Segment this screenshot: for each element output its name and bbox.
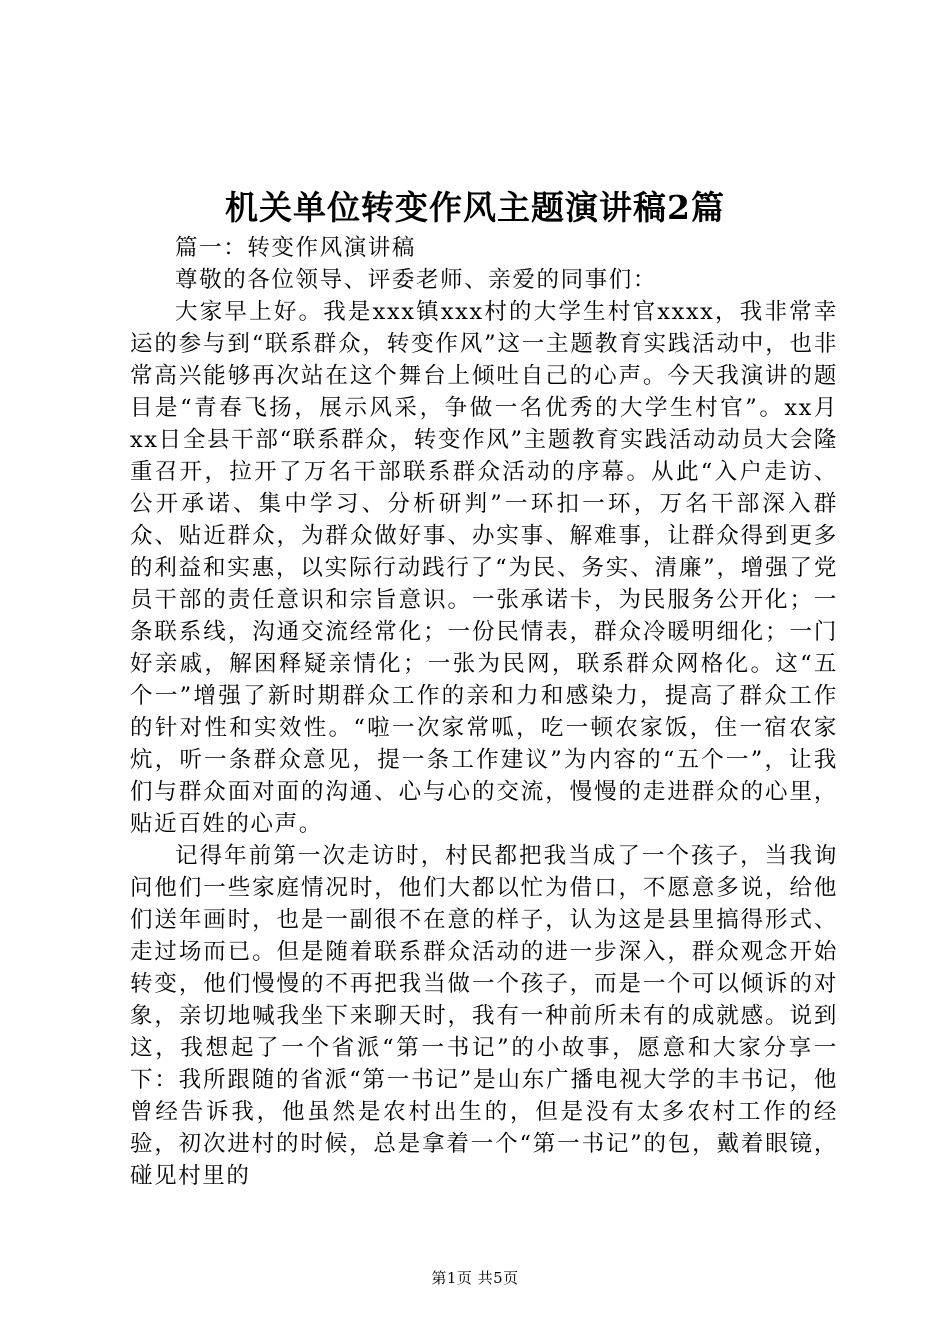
document-body <box>130 232 838 1192</box>
document-title: 机关单位转变作风主题演讲稿2篇 <box>225 188 725 227</box>
body-paragraph: 大家早上好。我是xxx镇xxx村的大学生村官xxxx，我非常幸运的参与到“联系群众，转变作风”这一主题教育实践活动中，也非常高兴能够再次站在这个舞台上倾吐自己的心声。今天我演讲的题目是“青春飞扬，展示风采，争做一名优秀的大学生村官”。xx月xx日全县干部“联系群众，转变作风”主题教育实践活动动员大会隆重召开，拉开了万名干部联系群众活动的序幕。从此“入户走访、公开承诺、集中学习、分析研判”一环扣一环，万名干部深入群众、贴近群众，为群众做好事、办实事、解难事，让群众得到更多的利益和实惠，以实际行动践行了“为民、务实、清廉”，增强了党员干部的责任意识和宗旨意识。一张承诺卡，为民服务公开化；一条联系线，沟通交流经常化；一份民情表，群众冷暖明细化；一门好亲戚，解困释疑亲情化；一张为民网，联系群众网格化。这“五个一”增强了新时期群众工作的亲和力和感染力，提高了群众工作的针对性和实效性。“啦一次家常呱，吃一顿农家饭，住一宿农家炕，听一条群众意见，提一条工作建议”为内容的“五个一”，让我们与群众面对面的沟通、心与心的交流，慢慢的走进群众的心里，贴近百姓的心声。 <box>130 299 838 837</box>
salutation: 尊敬的各位领导、评委老师、亲爱的同事们： <box>175 267 658 293</box>
page-footer: 第1页 共5页 <box>431 1269 519 1287</box>
section-heading: 篇一：转变作风演讲稿 <box>175 235 417 261</box>
body-paragraph: 记得年前第一次走访时，村民都把我当成了一个孩子，当我询问他们一些家庭情况时，他们大都以忙为借口，不愿意多说，给他们送年画时，也是一副很不在意的样子，认为这是县里搞得形式、走过场而已。但是随着联系群众活动的进一步深入，群众观念开始转变，他们慢慢的不再把我当做一个孩子，而是一个可以倾诉的对象，亲切地喊我坐下来聊天时，我有一种前所未有的成就感。说到这，我想起了一个省派“第一书记”的小故事，愿意和大家分享一下：我所跟随的省派“第一书记”是山东广播电视大学的丰书记，他曾经告诉我，他虽然是农村出生的，但是没有太多农村工作的经验，初次进村的时候，总是拿着一个“第一书记”的包，戴着眼镜，碰见村里的 <box>130 843 838 1189</box>
